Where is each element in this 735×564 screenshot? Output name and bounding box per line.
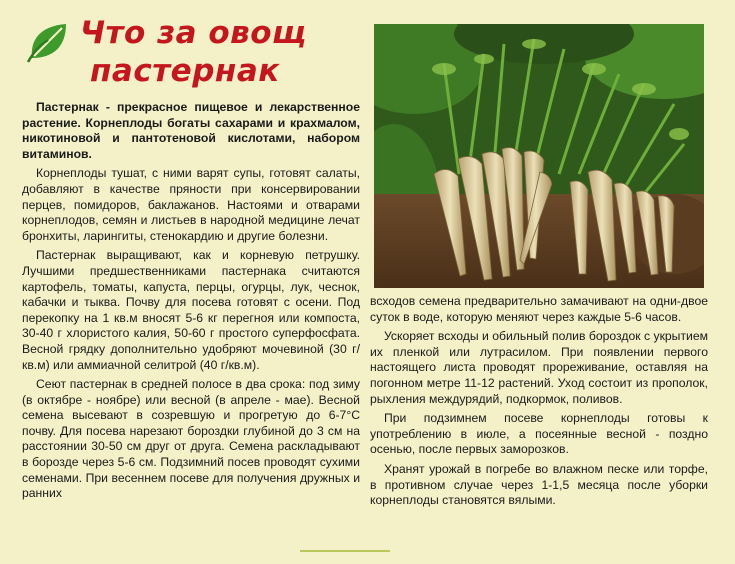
paragraph-storage: Хранят урожай в погребе во влажном песке или торфе, в противном случае через 1-1,5 месяца после уборки корнеплоды становятся вялыми. [370, 461, 708, 508]
bottom-divider [300, 550, 390, 552]
paragraph-harvest: При подзимнем посеве корнеплоды готовы к употреблению в июле, а посеянные весной - поздно осенью, после первых заморозков. [370, 411, 708, 457]
right-column [370, 294, 708, 513]
page-title [80, 14, 370, 90]
leaf-icon [26, 18, 72, 64]
title-line-2: пастернак [90, 53, 280, 89]
paragraph-uses: Корнеплоды тушат, с ними варят супы, готовят салаты, добавляют в качестве пряности при консервировании перцев, помидоров, баклажанов. Настоями и отварами корнеплодов, семян и листьев в народной медицине лечат бронхиты, ларингиты, стенокардию и другие болезни. [22, 166, 360, 243]
parsnip-photo [374, 24, 704, 288]
lead-paragraph: Пастернак - прекрасное пищевое и лекарственное растение. Корнеплоды богаты сахарами и крахмалом, никотиновой и пантотеновой кислотами, набором витаминов. [22, 100, 360, 161]
left-column [22, 100, 360, 506]
paragraph-sowing: Сеют пастернак в средней полосе в два срока: под зиму (в октябре - ноябре) или весной (в апреле - мае). Весной семена высевают в созревшую и прогретую до 6-7°С почву. Для посева нарезают бороздки глубиной до 3 см на расстоянии 30-50 см друг от друга. Семена раскладывают в борозде через 5-6 см. Подзимний посев проводят сухими семенами. При весеннем посеве для получения дружных и ранних [22, 377, 360, 501]
paragraph-care: Ускоряет всходы и обильный полив бороздок с укрытием их пленкой или лутрасилом. При появлении первого настоящего листа проводят прореживание, оставляя на погонном метре 11-12 растений. Уход состоит из прополок, рыхления междурядий, подкормок, поливов. [370, 329, 708, 406]
paragraph-continued: всходов семена предварительно замачивают на одни-двое суток в воде, которую меняют через каждые 5-6 часов. [370, 294, 708, 324]
title-line-1: Что за овощ [80, 15, 307, 51]
paragraph-growing: Пастернак выращивают, как и корневую петрушку. Лучшими предшественниками пастернака считаются картофель, томаты, капуста, перцы, огурцы, лук, чеснок, кабачки и тыква. Почву для посева готовят с осени. Под перекопку на 1 кв.м вносят 5-6 кг перегноя или компоста, 30-40 г хлористого калия, 50-60 г простого суперфосфата. Весной грядку дополнительно удобряют мочевиной (30 г/кв.м) или аммиачной селитрой (40 г/кв.м). [22, 248, 360, 372]
